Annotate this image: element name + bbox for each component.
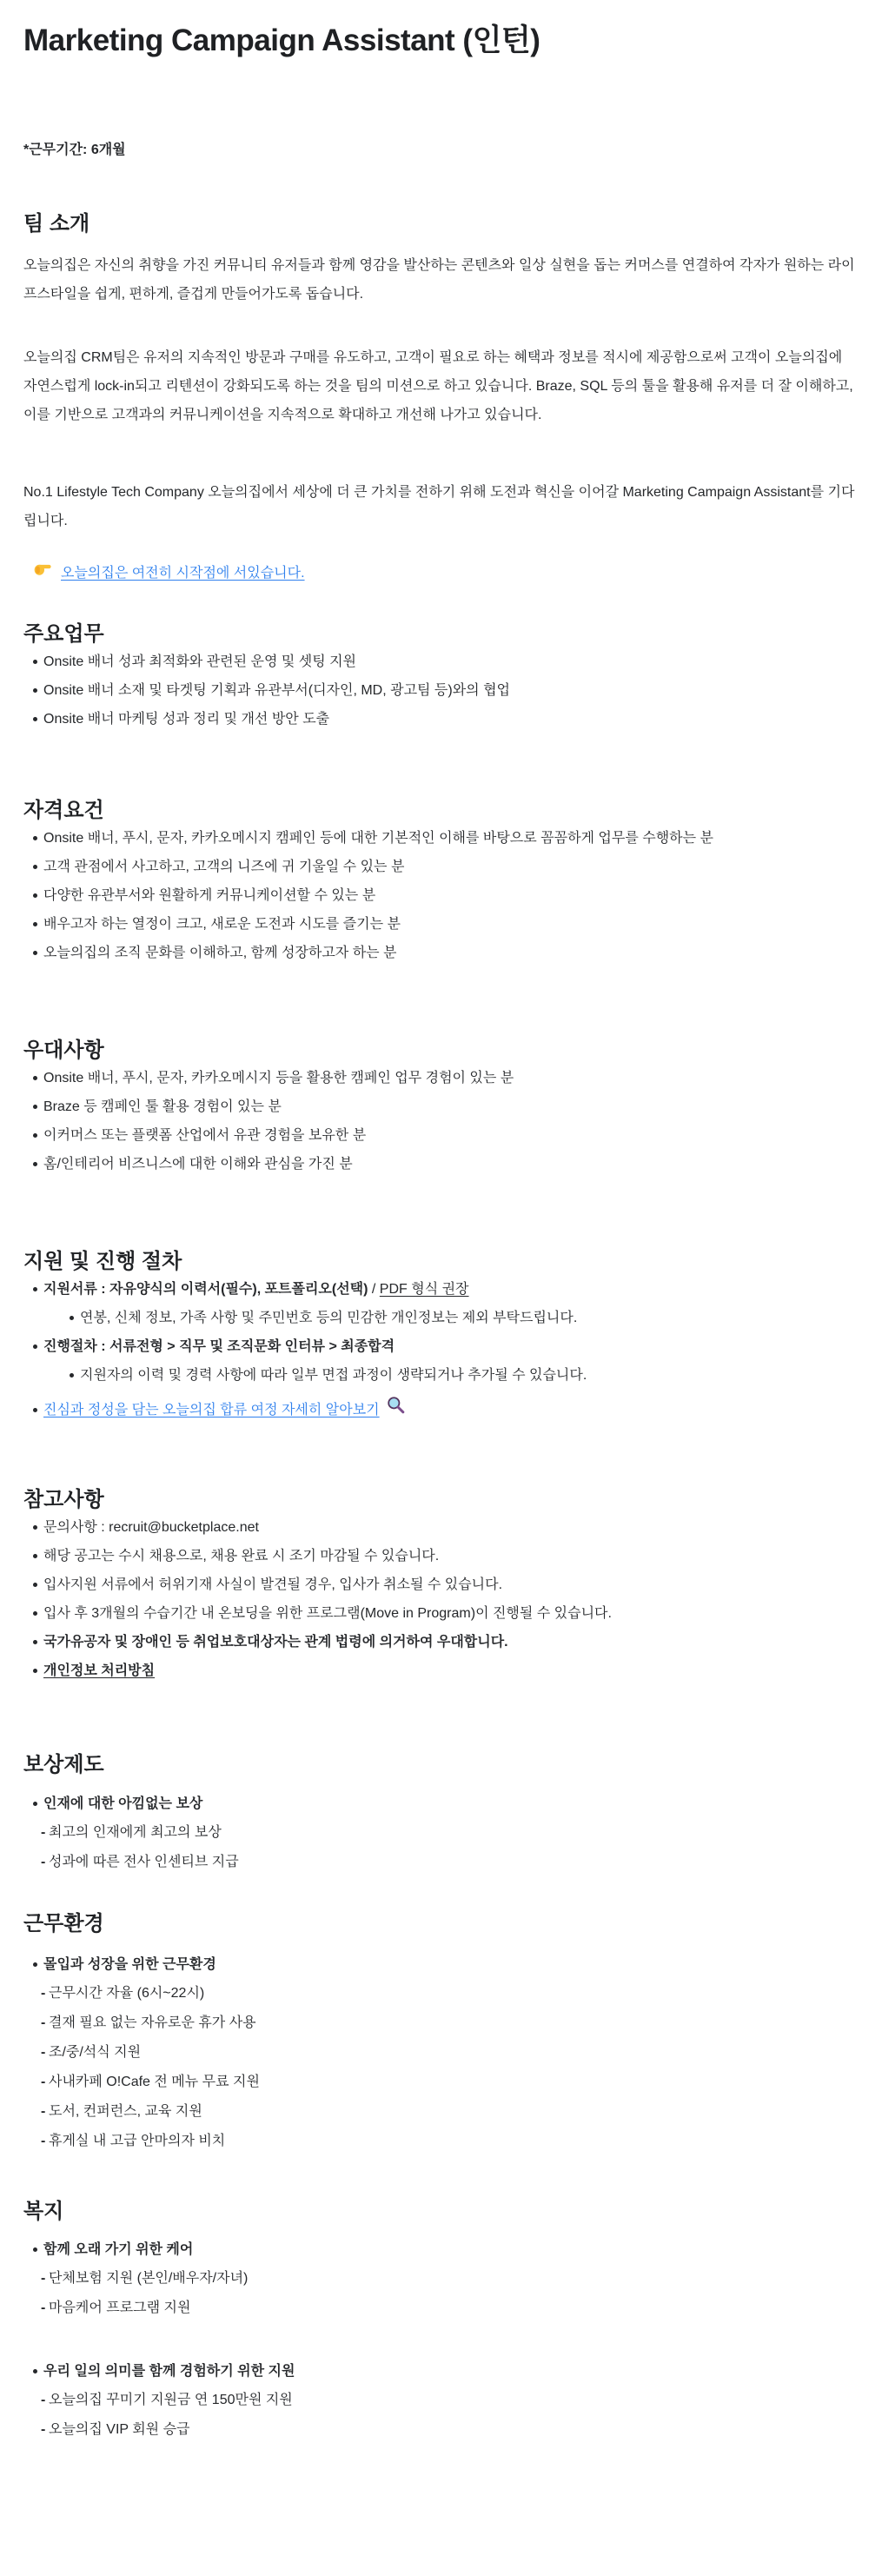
journey-link[interactable]: 진심과 정성을 담는 오늘의집 합류 여정 자세히 알아보기 — [43, 1403, 380, 1417]
list-item-text: 고객 관점에서 사고하고, 고객의 니즈에 귀 기울일 수 있는 분 — [43, 860, 405, 874]
pointing-right-icon — [33, 558, 52, 588]
group-title-text: 몰입과 성장을 위한 근무환경 — [43, 1957, 216, 1972]
process-documents-item — [23, 1275, 858, 1304]
privacy-policy-link[interactable]: 개인정보 처리방침 — [43, 1663, 156, 1678]
dash-item: - 오늘의집 꾸미기 지원금 연 150만원 지원 — [23, 2386, 858, 2415]
notes-heading: 참고사항 — [23, 1488, 104, 1511]
list-item-text: Onsite 배너, 푸시, 문자, 카카오메시지 등을 활용한 캠페인 업무 경험이 있는 분 — [43, 1071, 514, 1086]
start-point-link[interactable]: 오늘의집은 여전히 시작점에 서있습니다. — [61, 565, 305, 581]
dash-item: - 조/중/석식 지원 — [23, 2038, 858, 2068]
section-qualifications — [23, 798, 858, 967]
job-posting-page — [0, 21, 882, 2445]
section-environment — [23, 1911, 858, 2156]
list-item-text: Onsite 배너 소재 및 타겟팅 기획과 유관부서(디자인, MD, 광고팀 등)와의 협업 — [43, 683, 510, 698]
list-item-text: Onsite 배너, 푸시, 문자, 카카오메시지 캠페인 등에 대한 기본적인 이해를 바탕으로 꼼꼼하게 업무를 수행하는 분 — [43, 831, 713, 846]
list-item — [23, 1570, 858, 1599]
list-item-text: 국가유공자 및 장애인 등 취업보호대상자는 관계 법령에 의거하여 우대합니다. — [43, 1635, 508, 1650]
group-title-text: 인재에 대한 아낌없는 보상 — [43, 1796, 203, 1811]
qualifications-list — [23, 824, 858, 967]
magnifier-icon — [387, 1396, 405, 1424]
dash-item: - 사내카페 O!Cafe 전 메뉴 무료 지원 — [23, 2068, 858, 2097]
list-item-text: 해당 공고는 수시 채용으로, 채용 완료 시 조기 마감될 수 있습니다. — [43, 1549, 440, 1564]
compensation-group — [23, 1789, 858, 1877]
environment-group — [23, 1950, 858, 2156]
dash-item: - 결재 필요 없는 자유로운 휴가 사용 — [23, 2008, 858, 2038]
list-item — [23, 1599, 858, 1628]
group-title — [23, 2235, 858, 2264]
list-item — [23, 824, 858, 853]
privacy-policy-item — [23, 1656, 858, 1685]
process-steps-item — [23, 1332, 858, 1361]
dash-item: - 도서, 컨퍼런스, 교육 지원 — [23, 2097, 858, 2127]
pdf-format-link[interactable]: PDF 형식 권장 — [379, 1282, 469, 1297]
work-period: *근무기간: 6개월 — [23, 143, 126, 157]
group-title-text: 함께 오래 가기 위한 케어 — [43, 2242, 194, 2257]
note-text: 연봉, 신체 정보, 가족 사항 및 주민번호 등의 민감한 개인정보는 제외 부탁드립니다. — [80, 1311, 578, 1325]
list-item — [23, 705, 858, 734]
dash-item: - 근무시간 자율 (6시~22시) — [23, 1979, 858, 2008]
section-process — [23, 1249, 858, 1424]
group-title — [23, 1950, 858, 1979]
list-item — [23, 853, 858, 881]
team-intro-heading: 팀 소개 — [23, 212, 90, 236]
list-item — [23, 1513, 858, 1542]
preferred-list — [23, 1064, 858, 1178]
welfare-heading: 복지 — [23, 2200, 64, 2223]
list-item-text: Braze 등 캠페인 툴 활용 경험이 있는 분 — [43, 1099, 282, 1114]
journey-link-item — [23, 1396, 858, 1424]
list-item — [23, 1150, 858, 1178]
qualifications-heading: 자격요건 — [23, 799, 104, 822]
page-title: Marketing Campaign Assistant (인턴) — [23, 23, 540, 57]
list-item-text: 오늘의집의 조직 문화를 이해하고, 함께 성장하고자 하는 분 — [43, 946, 397, 960]
list-item-text: 홈/인테리어 비즈니스에 대한 이해와 관심을 가진 분 — [43, 1157, 353, 1172]
list-item — [23, 1064, 858, 1092]
process-list — [23, 1275, 858, 1424]
start-point-link-row — [23, 558, 858, 588]
dash-item: - 마음케어 프로그램 지원 — [23, 2294, 858, 2323]
section-preferred — [23, 1038, 858, 1178]
list-item — [23, 910, 858, 939]
dash-item: - 최고의 인재에게 최고의 보상 — [23, 1818, 858, 1848]
list-item-text: 다양한 유관부서와 원활하게 커뮤니케이션할 수 있는 분 — [43, 888, 376, 903]
environment-heading: 근무환경 — [23, 1912, 104, 1935]
process-heading: 지원 및 진행 절차 — [23, 1250, 182, 1273]
team-intro-paragraph: 오늘의집 CRM팀은 유저의 지속적인 방문과 구매를 유도하고, 고객이 필요로 하는 혜택과 정보를 적시에 제공함으로써 고객이 오늘의집에 자연스럽게 lock-in되고 리텐션이 강화되도록 하는 것을 팀의 미션으로 하고 있습니다. Braze, SQL 등의 툴을 활용해 유저를 더 잘 이해하고, 이를 기반으로 고객과의 커뮤니케이션을 지속적으로 확대하고 개선해 나가고 있습니다. — [23, 350, 853, 422]
group-title — [23, 1789, 858, 1818]
preferred-heading: 우대사항 — [23, 1039, 104, 1062]
group-title — [23, 2357, 858, 2386]
list-item-text: 배우고자 하는 열정이 크고, 새로운 도전과 시도를 즐기는 분 — [43, 917, 401, 932]
compensation-heading: 보상제도 — [23, 1753, 104, 1776]
responsibilities-heading: 주요업무 — [23, 622, 104, 646]
list-item — [23, 1121, 858, 1150]
dash-item: - 단체보험 지원 (본인/배우자/자녀) — [23, 2264, 858, 2294]
list-item-text: Onsite 배너 성과 최적화와 관련된 운영 및 셋팅 지원 — [43, 654, 357, 669]
list-item — [23, 881, 858, 910]
list-item-text: 입사지원 서류에서 허위기재 사실이 발견될 경우, 입사가 취소될 수 있습니다. — [43, 1577, 503, 1592]
list-item-text: 문의사항 : recruit@bucketplace.net — [43, 1520, 259, 1535]
dash-item: - 오늘의집 VIP 회원 승급 — [23, 2415, 858, 2445]
list-item — [23, 1628, 858, 1656]
dash-item: - 성과에 따른 전사 인센티브 지급 — [23, 1848, 858, 1877]
separator: / — [368, 1282, 380, 1297]
notes-list — [23, 1513, 858, 1685]
process-steps-note — [23, 1361, 858, 1390]
list-item — [23, 1092, 858, 1121]
process-documents-label: 지원서류 : 자유양식의 이력서(필수), 포트폴리오(선택) — [43, 1282, 368, 1297]
list-item — [23, 676, 858, 705]
section-notes — [23, 1487, 858, 1685]
process-steps-label: 진행절차 : 서류전형 > 직무 및 조직문화 인터뷰 > 최종합격 — [43, 1339, 395, 1354]
welfare-group — [23, 2235, 858, 2323]
process-documents-note — [23, 1304, 858, 1332]
list-item-text: 입사 후 3개월의 수습기간 내 온보딩을 위한 프로그램(Move in Program)이 진행될 수 있습니다. — [43, 1606, 612, 1621]
list-item — [23, 939, 858, 967]
section-welfare — [23, 2199, 858, 2445]
section-team-intro — [23, 211, 858, 588]
list-item-text: Onsite 배너 마케팅 성과 정리 및 개선 방안 도출 — [43, 712, 330, 727]
team-intro-paragraph: 오늘의집은 자신의 취향을 가진 커뮤니티 유저들과 함께 영감을 발산하는 콘텐츠와 일상 실현을 돕는 커머스를 연결하여 각자가 원하는 라이프스타일을 쉽게, 편하게, 즐겁게 만들어가도록 돕습니다. — [23, 258, 855, 302]
group-title-text: 우리 일의 의미를 함께 경험하기 위한 지원 — [43, 2364, 295, 2379]
team-intro-paragraph: No.1 Lifestyle Tech Company 오늘의집에서 세상에 더 큰 가치를 전하기 위해 도전과 혁신을 이어갈 Marketing Campaign Assistant를 기다립니다. — [23, 485, 855, 528]
list-item — [23, 1542, 858, 1570]
list-item — [23, 647, 858, 676]
welfare-group — [23, 2357, 858, 2445]
responsibilities-list — [23, 647, 858, 734]
list-item-text: 이커머스 또는 플랫폼 산업에서 유관 경험을 보유한 분 — [43, 1128, 367, 1143]
dash-item: - 휴게실 내 고급 안마의자 비치 — [23, 2127, 858, 2156]
note-text: 지원자의 이력 및 경력 사항에 따라 일부 면접 과정이 생략되거나 추가될 수 있습니다. — [80, 1368, 587, 1383]
section-compensation — [23, 1752, 858, 1877]
section-responsibilities — [23, 621, 858, 734]
